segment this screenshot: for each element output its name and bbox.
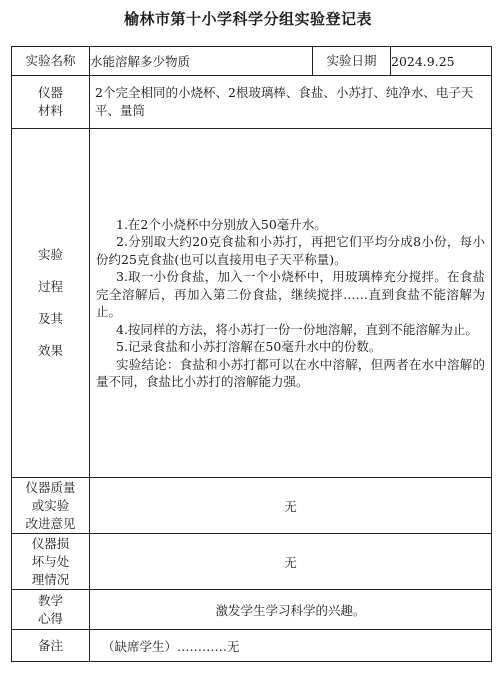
damage-value: 无	[90, 534, 492, 590]
damage-label	[12, 534, 90, 590]
process-step-5: 5.记录食盐和小苏打溶解在50毫升水中的份数。	[116, 339, 382, 354]
experiment-date-value: 2024.9.25	[391, 47, 492, 76]
damage-label-line: 坏与处	[31, 553, 70, 569]
process-step-4: 4.按同样的方法，将小苏打一份一份地溶解，直到不能溶解为止。	[116, 321, 478, 337]
process-step-3: 3.取一小份食盐，加入一个小烧杯中，用玻璃棒充分搅拌。在食盐完全溶解后，再加入第二份食盐，继续搅拌……直到食盐不能溶解为止。	[96, 269, 485, 319]
process-label-line: 实验	[37, 247, 63, 262]
process-label-line: 效果	[37, 343, 63, 358]
row-instruments	[12, 76, 492, 129]
experiment-name-label: 实验名称	[12, 47, 90, 76]
row-experience	[12, 590, 492, 630]
row-process	[12, 129, 492, 478]
instruments-label	[12, 76, 90, 129]
process-conclusion: 实验结论：食盐和小苏打都可以在水中溶解，但两者在水中溶解的量不同，食盐比小苏打的溶解能力强。	[96, 356, 485, 389]
process-label-line: 及其	[37, 311, 63, 326]
row-damage	[12, 534, 492, 590]
row-quality	[12, 478, 492, 534]
experiment-name-value: 水能溶解多少物质	[90, 47, 313, 76]
quality-label-line: 仪器质量	[25, 479, 76, 495]
remark-label: 备注	[12, 630, 90, 662]
quality-label-line: 或实验	[31, 497, 70, 513]
experience-value: 激发学生学习科学的兴趣。	[90, 590, 492, 630]
remark-value: （缺席学生）…………无	[90, 630, 492, 662]
record-table	[11, 46, 492, 662]
experiment-date-label: 实验日期	[313, 47, 391, 76]
experience-label-line: 心得	[37, 610, 63, 626]
process-step-2: 2.分别取大约20克食盐和小苏打，再把它们平均分成8小份，每小份约25克食盐(也可以直接用电子天平称量)。	[96, 234, 485, 267]
quality-label-line: 改进意见	[25, 515, 76, 531]
page-title: 榆林市第十小学科学分组实验登记表	[123, 10, 372, 28]
quality-value: 无	[90, 478, 492, 534]
damage-label-line: 理情况	[31, 571, 70, 587]
process-step-1: 1.在2个小烧杯中分别放入50毫升水。	[116, 216, 327, 232]
experience-label-line: 教学	[37, 592, 63, 608]
experience-label	[12, 590, 90, 630]
damage-label-line: 仪器损	[31, 535, 70, 551]
row-remark	[12, 630, 492, 662]
process-label-line: 过程	[37, 279, 63, 294]
process-label	[12, 129, 90, 478]
quality-label	[12, 478, 90, 534]
process-content	[90, 129, 492, 478]
instruments-value: 2个完全相同的小烧杯、2根玻璃棒、食盐、小苏打、纯净水、电子天平、量筒	[90, 76, 492, 129]
instruments-label-line1: 仪器	[37, 85, 63, 100]
row-name-date	[12, 47, 492, 76]
instruments-label-line2: 材料	[37, 103, 63, 118]
